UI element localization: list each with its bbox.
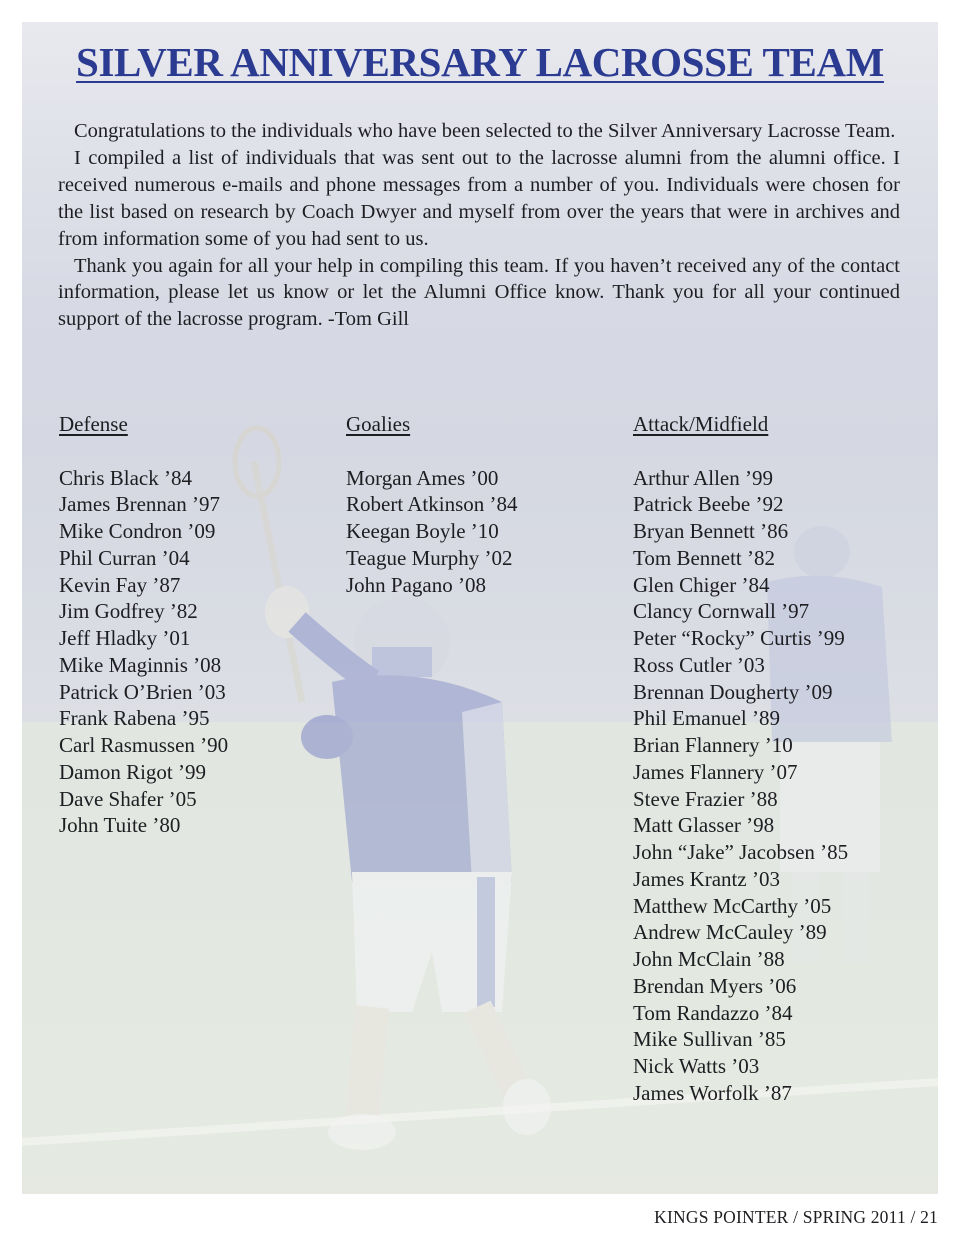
player-name: Mike Condron ’09 xyxy=(59,519,216,543)
player-name: Mike Sullivan ’85 xyxy=(633,1027,786,1052)
player-name: Jeff Hladky ’01 xyxy=(59,626,191,650)
player-name: John Tuite ’80 xyxy=(59,813,181,838)
player-name: Ross Cutler ’03 xyxy=(633,652,765,677)
player-name: Jim Godfrey ’82 xyxy=(59,599,198,624)
player-name: Glen Chiger ’84 xyxy=(633,572,770,597)
player-name: Clancy Cornwall ’97 xyxy=(633,599,810,624)
player-name: Brian Flannery ’10 xyxy=(633,733,793,757)
player-name: Tom Bennett ’82 xyxy=(633,545,776,570)
player-name: Mike Maginnis ’08 xyxy=(59,652,222,677)
player-name: Peter “Rocky” Curtis ’99 xyxy=(633,626,845,650)
player-name: Frank Rabena ’95 xyxy=(59,706,210,731)
page-footer: KINGS POINTER / SPRING 2011 / 21 xyxy=(654,1207,938,1227)
player-name: John “Jake” Jacobsen ’85 xyxy=(633,840,849,864)
player-name: John McClain ’88 xyxy=(633,947,785,971)
player-name: Steve Frazier ’88 xyxy=(633,786,778,811)
player-name: Chris Black ’84 xyxy=(59,465,192,490)
intro-paragraph: Congratulations to the individuals who have been selected to the Silver Anniversary Lacrosse Team. xyxy=(74,120,896,142)
player-name: Teague Murphy ’02 xyxy=(346,545,513,570)
intro-paragraph: Thank you again for all your help in compiling this team. If you haven’t received any of the contact information, please let us know or let the Alumni Office know. Thank you for all your continued support of the lacrosse program. -Tom Gill xyxy=(58,254,900,331)
player-name: Matthew McCarthy ’05 xyxy=(633,893,832,918)
goalies-heading: Goalies xyxy=(346,412,411,436)
player-name: Morgan Ames ’00 xyxy=(346,465,499,490)
attack-midfield-heading: Attack/Midfield xyxy=(633,412,769,436)
player-name: Tom Randazzo ’84 xyxy=(633,1000,793,1025)
page-title: SILVER ANNIVERSARY LACROSSE TEAM xyxy=(76,39,884,85)
player-name: Bryan Bennett ’86 xyxy=(633,519,789,543)
player-name: James Worfolk ’87 xyxy=(633,1080,792,1105)
player-name: Dave Shafer ’05 xyxy=(59,786,197,811)
player-name: Brennan Dougherty ’09 xyxy=(633,679,833,704)
player-name: Damon Rigot ’99 xyxy=(59,759,206,784)
intro-text xyxy=(58,118,900,333)
player-name: Patrick O’Brien ’03 xyxy=(59,679,226,704)
attack-midfield-column xyxy=(633,411,848,1107)
defense-heading: Defense xyxy=(59,412,128,436)
attack-midfield-list xyxy=(633,465,848,1107)
player-name: Robert Atkinson ’84 xyxy=(346,492,518,517)
defense-list xyxy=(59,465,228,840)
player-name: Brendan Myers ’06 xyxy=(633,973,797,998)
player-name: Kevin Fay ’87 xyxy=(59,572,181,597)
intro-paragraph: I compiled a list of individuals that was sent out to the lacrosse alumni from the alumni office. I received numerous e-mails and phone messages from a number of you. Individuals were chosen for the list based on research by Coach Dwyer and myself from over the years that were in archives and from information some of you had sent to us. xyxy=(58,146,900,250)
player-name: Andrew McCauley ’89 xyxy=(633,920,827,945)
player-name: James Brennan ’97 xyxy=(59,492,220,517)
player-name: Keegan Boyle ’10 xyxy=(346,519,499,543)
player-name: Arthur Allen ’99 xyxy=(633,465,773,490)
player-name: Phil Emanuel ’89 xyxy=(633,706,780,731)
player-name: John Pagano ’08 xyxy=(346,572,486,597)
defense-column xyxy=(59,411,228,839)
player-name: Nick Watts ’03 xyxy=(633,1054,760,1078)
goalies-list xyxy=(346,465,518,599)
player-name: Carl Rasmussen ’90 xyxy=(59,733,229,757)
player-name: Phil Curran ’04 xyxy=(59,545,190,570)
player-name: Matt Glasser ’98 xyxy=(633,813,775,838)
player-name: Patrick Beebe ’92 xyxy=(633,492,784,517)
player-name: James Flannery ’07 xyxy=(633,759,798,784)
goalies-column xyxy=(346,411,518,598)
player-name: James Krantz ’03 xyxy=(633,866,780,891)
